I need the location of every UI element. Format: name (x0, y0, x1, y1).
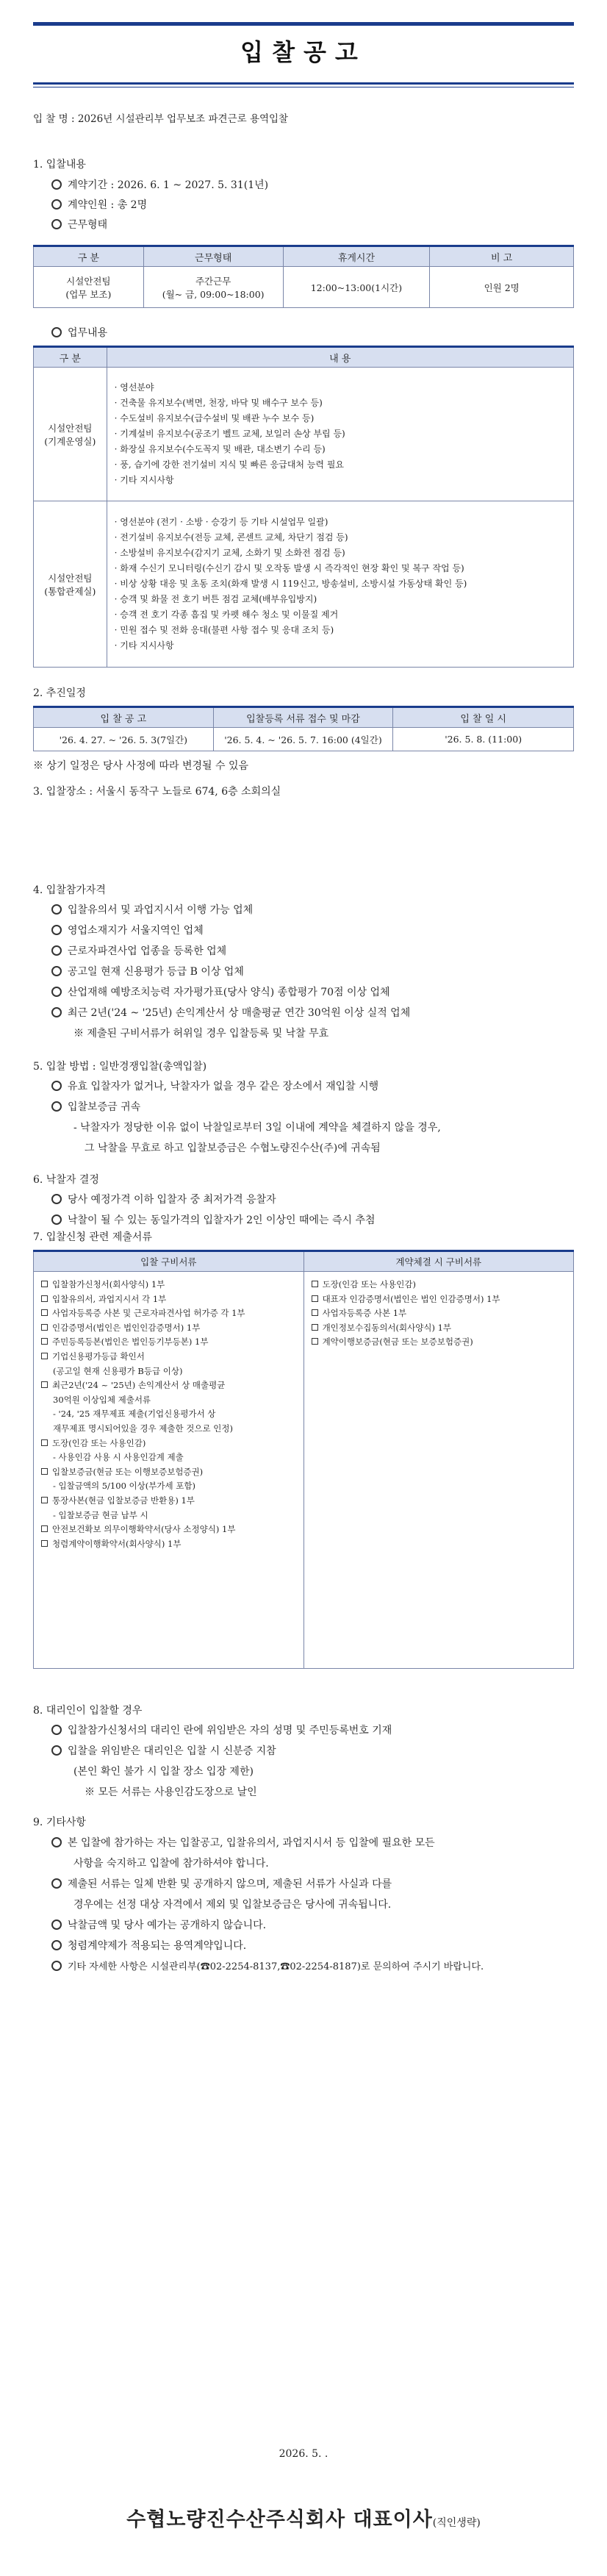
work-cell-form: 주간근무 (월~ 금, 09:00~18:00) (143, 267, 283, 308)
work-col-break: 휴게시간 (283, 246, 430, 267)
list-item: · 수도설비 유지보수(급수설비 및 배관 누수 보수 등) (114, 413, 315, 423)
sec9-item: 기타 자세한 사항은 시설관리부(☎02-2254-8137,☎02-2254-8187)로 문의하여 주시기 바랍니다. (51, 1958, 484, 1972)
checkbox-icon (41, 1338, 48, 1345)
duty-col-category: 구 분 (34, 347, 107, 368)
sec8-sub1: (본인 확인 불가 시 입찰 장소 입장 제한) (73, 1766, 254, 1778)
doc-item: 인감증명서(법인은 법인인감증명서) 1부 (41, 1321, 296, 1336)
sec5-sub1: - 낙찰자가 정당한 이유 없이 낙찰일로부터 3일 이내에 계약을 체결하지 않을 경우, (73, 1122, 441, 1134)
footer-date: 2026. 5. . (279, 2448, 328, 2460)
doc-item: - 사용인감 사용 시 사용인감계 제출 (53, 1452, 184, 1463)
doc-item: 입찰참가신청서(회사양식) 1부 (41, 1278, 296, 1292)
checkbox-icon (41, 1540, 48, 1547)
schedule-notice-value: '26. 4. 27. ~ '26. 5. 3(7일간) (34, 728, 214, 751)
doc-item: 도장(인감 또는 사용인감) (41, 1437, 296, 1451)
duty-heading: 업무내용 (51, 325, 107, 340)
work-col-category: 구 분 (34, 246, 144, 267)
schedule-bid-date-value: '26. 5. 8. (11:00) (393, 728, 574, 751)
sec5-heading: 5. 입찰 방법 : 일반경쟁입찰(총액입찰) (33, 1061, 207, 1073)
schedule-col-notice: 입 찰 공 고 (34, 707, 214, 728)
sec8-item: 입찰참가신청서의 대리인 란에 위임받은 자의 성명 및 주민등록번호 기재 (51, 1722, 392, 1737)
sec4-item: 공고일 현재 신용평가 등급 B 이상 업체 (51, 964, 244, 978)
title-block (33, 22, 574, 74)
sec9-cont2: 경우에는 선정 대상 자격에서 제외 및 입찰보증금은 당사에 귀속됩니다. (73, 1899, 392, 1911)
list-item: · 민원 접수 및 전화 응대(불편 사항 접수 및 응대 조치 등) (114, 625, 334, 635)
documents-table (33, 1250, 574, 1669)
list-item: · 비상 상황 대응 및 초동 조치(화재 발생 시 119신고, 방송설비, 소방시설 가동상태 확인 등) (114, 579, 467, 589)
doc-item: - '24, '25 재무제표 제출(기업신용평가서 상 (53, 1409, 216, 1420)
subject-value: 2026년 시설관리부 업무보조 파견근로 용역입찰 (77, 113, 289, 125)
footer-company (0, 2503, 607, 2532)
doc-item: 개인정보수집동의서(회사양식) 1부 (312, 1321, 566, 1336)
subject-line (33, 110, 288, 125)
doc-item: 재무제표 명시되어있을 경우 제출한 것으로 인정) (53, 1423, 233, 1434)
sec5-item: 입찰보증금 귀속 (51, 1099, 140, 1114)
work-cell-category: 시설안전팀 (업무 보조) (34, 267, 144, 308)
checkbox-icon (41, 1468, 48, 1475)
list-item: · 전기설비 유지보수(전등 교체, 콘센트 교체, 차단기 점검 등) (114, 532, 348, 543)
sec6-item: 낙찰이 될 수 있는 동일가격의 입찰자가 2인 이상인 때에는 즉시 추첨 (51, 1212, 376, 1227)
work-cell-note: 인원 2명 (430, 267, 574, 308)
work-col-form: 근무형태 (143, 246, 283, 267)
schedule-col-registration: 입찰등록 서류 접수 및 마감 (213, 707, 393, 728)
work-col-note: 비 고 (430, 246, 574, 267)
sec2-note: ※ 상기 일정은 당사 사정에 따라 변경될 수 있음 (33, 760, 249, 772)
doc-item: - 입찰금액의 5/100 이상(부가세 포함) (53, 1481, 195, 1492)
doc-item: (공고일 현재 신용평가 B등급 이상) (53, 1365, 183, 1376)
sec8-note: ※ 모든 서류는 사용인감도장으로 날인 (85, 1786, 257, 1798)
page-title: 입찰공고 (240, 38, 367, 66)
sec5-item: 유효 입찰자가 없거나, 낙찰자가 없을 경우 같은 장소에서 재입찰 시행 (51, 1078, 378, 1093)
duty-list-control (107, 501, 573, 668)
sec9-item: 청렴계약제가 적용되는 용역계약입니다. (51, 1938, 246, 1953)
checkbox-icon (41, 1381, 48, 1388)
sec9-item: 본 입찰에 참가하는 자는 입찰공고, 입찰유의서, 과업지시서 등 입찰에 필요한 모든 (51, 1835, 435, 1850)
schedule-table (33, 706, 574, 751)
company-name: 수협노량진수산주식회사 대표이사 (126, 2508, 433, 2531)
docs-contract-list (304, 1272, 573, 1669)
docs-col-contract: 계약체결 시 구비서류 (304, 1251, 573, 1272)
list-item: · 기타 지시사항 (114, 640, 174, 651)
list-item: · 기타 지시사항 (114, 475, 174, 485)
checkbox-icon (41, 1295, 48, 1302)
duty-cat-control: 시설안전팀 (통합관제실) (34, 501, 107, 668)
list-item: · 승객 전 호기 각종 흠집 및 카펫 해수 청소 및 이물질 제거 (114, 609, 339, 620)
list-item: · 기계설비 유지보수(공조기 벨트 교체, 보일러 손상 부립 등) (114, 429, 345, 439)
checkbox-icon (41, 1324, 48, 1331)
checkbox-icon (41, 1309, 48, 1316)
work-cell-break: 12:00~13:00(1시간) (283, 267, 430, 308)
sec9-heading: 9. 기타사항 (33, 1817, 86, 1828)
list-item: · 화장실 유지보수(수도꼭지 및 배관, 대소변기 수리 등) (114, 444, 326, 454)
sec9-cont1: 사항을 숙지하고 입찰에 참가하셔야 합니다. (73, 1858, 269, 1870)
doc-item: 통장사본(현금 입찰보증금 반환용) 1부 (41, 1494, 296, 1509)
list-item: · 영선분야 (전기 · 소방 · 승강기 등 기타 시설업무 일괄) (114, 517, 328, 527)
sec8-heading: 8. 대리인이 입찰할 경우 (33, 1705, 143, 1717)
sec2-heading: 2. 추진일정 (33, 687, 86, 699)
sec3-location: 3. 입찰장소 : 서울시 동작구 노들로 674, 6층 소회의실 (33, 786, 281, 798)
doc-item: 주민등록등본(법인은 법인등기부등본) 1부 (41, 1335, 296, 1350)
doc-item: 입찰보증금(현금 또는 이행보증보험증권) (41, 1465, 296, 1480)
sec1-item-period: 계약기간 : 2026. 6. 1 ~ 2027. 5. 31(1년) (51, 177, 268, 192)
title-bottom-rule (33, 82, 574, 85)
sec6-item: 당사 예정가격 이하 입찰자 중 최저가격 응찰자 (51, 1192, 276, 1206)
doc-item: 청렴계약이행확약서(회사양식) 1부 (41, 1537, 296, 1552)
sec5-sub2: 그 낙찰을 무효로 하고 입찰보증금은 수협노량진수산(주)에 귀속됨 (85, 1142, 381, 1154)
doc-item: 도장(인감 또는 사용인감) (312, 1278, 566, 1292)
duty-list-machine (107, 368, 573, 501)
list-item: · 승객 및 화물 전 호기 버튼 점검 교체(배부유입방지) (114, 594, 317, 604)
sec4-item: 입찰유의서 및 과업지시서 이행 가능 업체 (51, 902, 253, 917)
sec7-heading: 7. 입찰신청 관련 제출서류 (33, 1231, 152, 1243)
doc-item: 안전보건확보 의무이행확약서(당사 소정양식) 1부 (41, 1523, 296, 1537)
sec8-item: 입찰을 위임받은 대리인은 입찰 시 신분증 지참 (51, 1743, 276, 1758)
checkbox-icon (312, 1309, 318, 1316)
schedule-col-bid-date: 입 찰 일 시 (393, 707, 574, 728)
doc-item: 사업자등록증 사본 및 근로자파견사업 허가증 각 1부 (41, 1306, 296, 1321)
doc-item: 입찰유의서, 과업지시서 각 1부 (41, 1292, 296, 1307)
duty-cat-machine: 시설안전팀 (기계운영실) (34, 368, 107, 501)
list-item: · 풍, 습기에 강한 전기설비 지식 및 빠른 응급대처 능력 필요 (114, 459, 345, 470)
doc-item: 최근2년('24 ~ '25년) 손익계산서 상 매출평균 (41, 1378, 296, 1393)
schedule-registration-value: '26. 5. 4. ~ '26. 5. 7. 16:00 (4일간) (213, 728, 393, 751)
sec4-heading: 4. 입찰참가자격 (33, 884, 106, 896)
sec4-item: 산업재해 예방조치능력 자가평가표(당사 양식) 종합평가 70점 이상 업체 (51, 984, 390, 999)
list-item: · 소방설비 유지보수(감지기 교체, 소화기 및 소화전 점검 등) (114, 548, 345, 558)
seal-note: (직인생략) (432, 2517, 481, 2529)
sec4-item: 근로자파견사업 업종을 등록한 업체 (51, 943, 226, 958)
checkbox-icon (312, 1295, 318, 1302)
doc-item: - 입찰보증금 현금 납부 시 (53, 1509, 148, 1520)
work-form-table (33, 245, 574, 308)
duty-col-content: 내 용 (107, 347, 573, 368)
checkbox-icon (41, 1497, 48, 1503)
doc-item: 사업자등록증 사본 1부 (312, 1306, 566, 1321)
doc-item: 대표자 인감증명서(법인은 법인 인감증명서) 1부 (312, 1292, 566, 1307)
list-item: · 건축물 유지보수(벽면, 천장, 바닥 및 배수구 보수 등) (114, 398, 323, 408)
doc-item: 계약이행보증금(현금 또는 보증보험증권) (312, 1335, 566, 1350)
checkbox-icon (41, 1281, 48, 1287)
sec6-heading: 6. 낙찰자 결정 (33, 1174, 99, 1186)
checkbox-icon (41, 1353, 48, 1359)
sec4-item: 영업소재지가 서울지역인 업체 (51, 923, 204, 937)
docs-bid-list (34, 1272, 304, 1669)
doc-item: 30억원 이상입체 제출서류 (53, 1394, 151, 1405)
list-item: · 화재 수신기 모니터링(수신기 감시 및 오작동 발생 시 즉각적인 현장 확인 및 복구 작업 등) (114, 563, 464, 573)
subject-label: 입 찰 명 : (33, 113, 75, 125)
checkbox-icon (312, 1338, 318, 1345)
docs-col-bid: 입찰 구비서류 (34, 1251, 304, 1272)
checkbox-icon (41, 1439, 48, 1446)
checkbox-icon (312, 1281, 318, 1287)
sec4-note: ※ 제출된 구비서류가 허위일 경우 입찰등록 및 낙찰 무효 (73, 1028, 329, 1040)
sec9-item: 제출된 서류는 일체 반환 및 공개하지 않으며, 제출된 서류가 사실과 다를 (51, 1876, 392, 1891)
checkbox-icon (312, 1324, 318, 1331)
duty-table (33, 346, 574, 668)
sec1-item-workform: 근무형태 (51, 217, 107, 232)
title-top-rule (33, 22, 574, 26)
sec1-item-headcount: 계약인원 : 총 2명 (51, 197, 147, 212)
sec4-item: 최근 2년('24 ~ '25년) 손익계산서 상 매출평균 연간 30억원 이상 실적 업체 (51, 1005, 410, 1020)
sec1-heading: 1. 입찰내용 (33, 159, 86, 171)
checkbox-icon (41, 1525, 48, 1532)
doc-item: 기업신용평가등급 확인서 (41, 1350, 296, 1364)
list-item: · 영선분야 (114, 382, 154, 393)
sec9-item: 낙찰금액 및 당사 예가는 공개하지 않습니다. (51, 1917, 266, 1932)
